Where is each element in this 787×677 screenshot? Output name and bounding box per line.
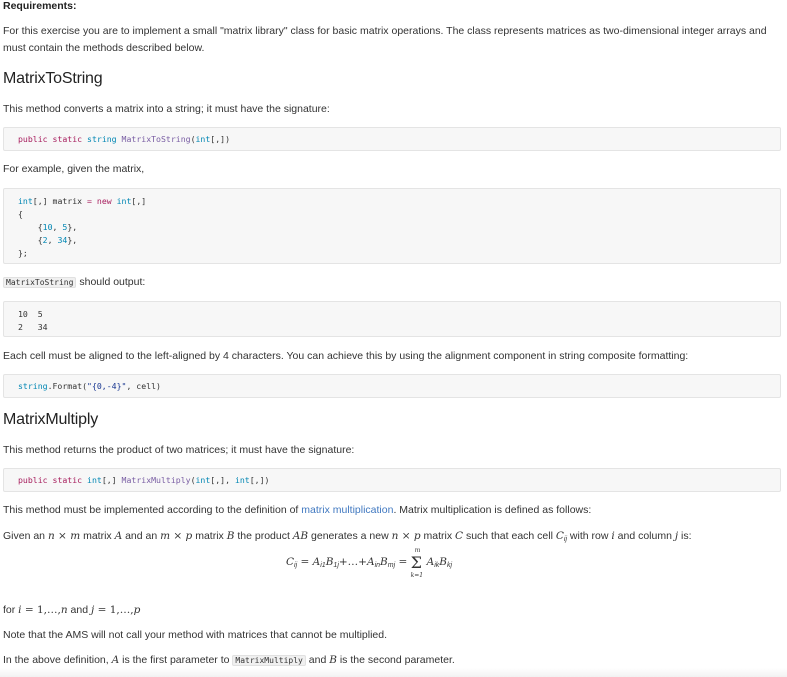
definition-line (3, 502, 591, 519)
code-token: public (18, 134, 48, 144)
text-span: and an (122, 530, 161, 542)
text-span: generates a new (308, 530, 392, 542)
formula-ak: A (426, 556, 435, 568)
formula-a1: A (312, 556, 321, 568)
code-token: 2 (42, 235, 48, 245)
math-span: A (111, 654, 120, 666)
format-code-block (3, 374, 781, 398)
math-span: j (674, 530, 679, 542)
text-span: matrix (192, 530, 227, 542)
formula-eq2: = (395, 556, 411, 568)
code-token: [,]) (249, 475, 270, 485)
code-token: int (18, 196, 33, 206)
matrix-multiplication-link[interactable]: matrix multiplication (301, 504, 394, 516)
text-span: matrix (420, 530, 455, 542)
requirements-label: Requirements: (3, 0, 77, 12)
code-token: }, (67, 235, 78, 245)
math-span: p (133, 604, 141, 616)
multiplication-formula (286, 547, 453, 579)
code-token: int (87, 475, 102, 485)
final-definition-line (3, 652, 455, 669)
code-token: }, (67, 222, 78, 232)
formula-an: A (366, 556, 375, 568)
code-token: }; (18, 248, 28, 258)
sigma-upper-limit: m (414, 547, 421, 554)
code-token: [,] matrix (32, 196, 88, 206)
code-token: int (195, 475, 211, 485)
formula-sub: in (374, 562, 381, 569)
formula-sub: mj (387, 562, 396, 569)
code-token: 5 (62, 222, 68, 232)
math-span: B (329, 654, 337, 666)
math-span: i (18, 604, 22, 616)
code-token: [,], (210, 475, 235, 485)
formula-sub: 1j (333, 562, 339, 569)
code-token: [,]) (210, 134, 231, 144)
math-span: m × p (160, 530, 193, 542)
text-span: = 1,…, (94, 604, 134, 616)
text-span: = 1,…, (21, 604, 61, 616)
formula-plus: +…+ (338, 556, 367, 568)
code-token: , cell) (126, 381, 161, 391)
code-token: 34 (57, 235, 68, 245)
output-code-block (3, 301, 781, 337)
code-token: "{0,-4}" (87, 381, 127, 391)
code-token: string (18, 381, 48, 391)
matrix-multiply-description: This method returns the product of two matrices; it must have the signature: (3, 444, 355, 456)
formula-b1: B (325, 556, 334, 568)
formula-sub: ij (294, 562, 298, 569)
code-token: int (195, 134, 211, 144)
sigma-lower-limit: k=1 (410, 572, 424, 579)
heading-matrix-to-string: MatrixToString (3, 70, 103, 87)
code-token: static (52, 134, 83, 144)
inline-code-matrix-to-string: MatrixToString (3, 277, 76, 288)
formula-eq: = (297, 556, 313, 568)
text-span: is: (678, 530, 692, 542)
alignment-text: Each cell must be aligned to the left-aligned by 4 characters. You can achieve this by using the alignment component in string composite formatting: (3, 350, 689, 362)
code-token: MatrixMultiply (121, 475, 191, 485)
code-token: ( (190, 134, 196, 144)
sigma-symbol (410, 547, 427, 579)
math-span: i (611, 530, 615, 542)
example-code-block (3, 188, 781, 264)
formula-sub: kj (447, 562, 453, 569)
code-token: int (234, 475, 250, 485)
text-span: such that each cell (463, 530, 556, 542)
formula-sub: i1 (320, 562, 326, 569)
math-span: n × m (47, 530, 81, 542)
for-range-line (3, 602, 140, 619)
definition-text-post: . Matrix multiplication is defined as follows: (393, 504, 592, 516)
text-span: is the first parameter to (119, 654, 233, 666)
signature-code-block (3, 127, 781, 151)
text-span: and (67, 604, 91, 616)
code-token: new (91, 196, 112, 206)
math-span: A (114, 530, 123, 542)
code-token: public (18, 475, 48, 485)
math-span: AB (292, 530, 309, 542)
matrix-to-string-description: This method converts a matrix into a string; it must have the signature: (3, 103, 330, 115)
math-span: C (555, 530, 564, 542)
math-subscript: ij (563, 536, 568, 543)
output-line-1: 10 5 (18, 309, 43, 319)
code-token: static (52, 475, 83, 485)
formula-sub: ik (434, 562, 440, 569)
code-token: { (18, 209, 23, 219)
inline-code-matrix-multiply: MatrixMultiply (232, 655, 305, 666)
should-output-line (3, 274, 145, 291)
code-token: = (87, 196, 92, 206)
text-span: is the second parameter. (336, 654, 455, 666)
formula-bn: B (380, 556, 388, 568)
code-token: int (111, 196, 132, 206)
code-token: [,] (131, 196, 147, 206)
intro-line-1: For this exercise you are to implement a small "matrix library" class for basic matrix operations. The class represents matrices as two-dimensional integer arrays and (3, 25, 767, 37)
code-token: ( (190, 475, 196, 485)
code-token: MatrixToString (121, 134, 191, 144)
math-span: n × p (391, 530, 421, 542)
sigma-glyph: Σ (410, 553, 422, 572)
multiply-signature-code-block (3, 468, 781, 492)
code-token: .Format( (47, 381, 88, 391)
text-span: with row (567, 530, 612, 542)
definition-text-pre: This method must be implemented according to the definition of (3, 504, 302, 516)
text-span: In the above definition, (3, 654, 112, 666)
code-token: { (18, 235, 43, 245)
code-token: string (87, 134, 117, 144)
code-token: 10 (42, 222, 53, 232)
text-span: and column (614, 530, 675, 542)
code-token: , (52, 222, 63, 232)
should-output-text: should output: (76, 276, 146, 288)
intro-line-2: must contain the methods described below. (3, 42, 205, 54)
example-text: For example, given the matrix, (3, 163, 145, 175)
bottom-fade (0, 668, 787, 677)
given-line (3, 528, 692, 548)
code-token: { (18, 222, 43, 232)
text-span: for (3, 604, 19, 616)
math-span: B (226, 530, 235, 542)
note-text: Note that the AMS will not call your method with matrices that cannot be multiplied. (3, 629, 388, 641)
math-span: C (454, 530, 464, 542)
text-span: Given an (3, 530, 48, 542)
heading-matrix-multiply: MatrixMultiply (3, 411, 98, 428)
text-span: the product (234, 530, 293, 542)
text-span: and (305, 654, 330, 666)
output-line-2: 2 34 (18, 322, 48, 332)
code-token: [,] (101, 475, 122, 485)
formula-c: C (286, 556, 295, 568)
math-span: j (91, 604, 95, 616)
text-span: matrix (80, 530, 115, 542)
math-span: n (60, 604, 68, 616)
code-token: , (47, 235, 58, 245)
formula-bk: B (439, 556, 447, 568)
